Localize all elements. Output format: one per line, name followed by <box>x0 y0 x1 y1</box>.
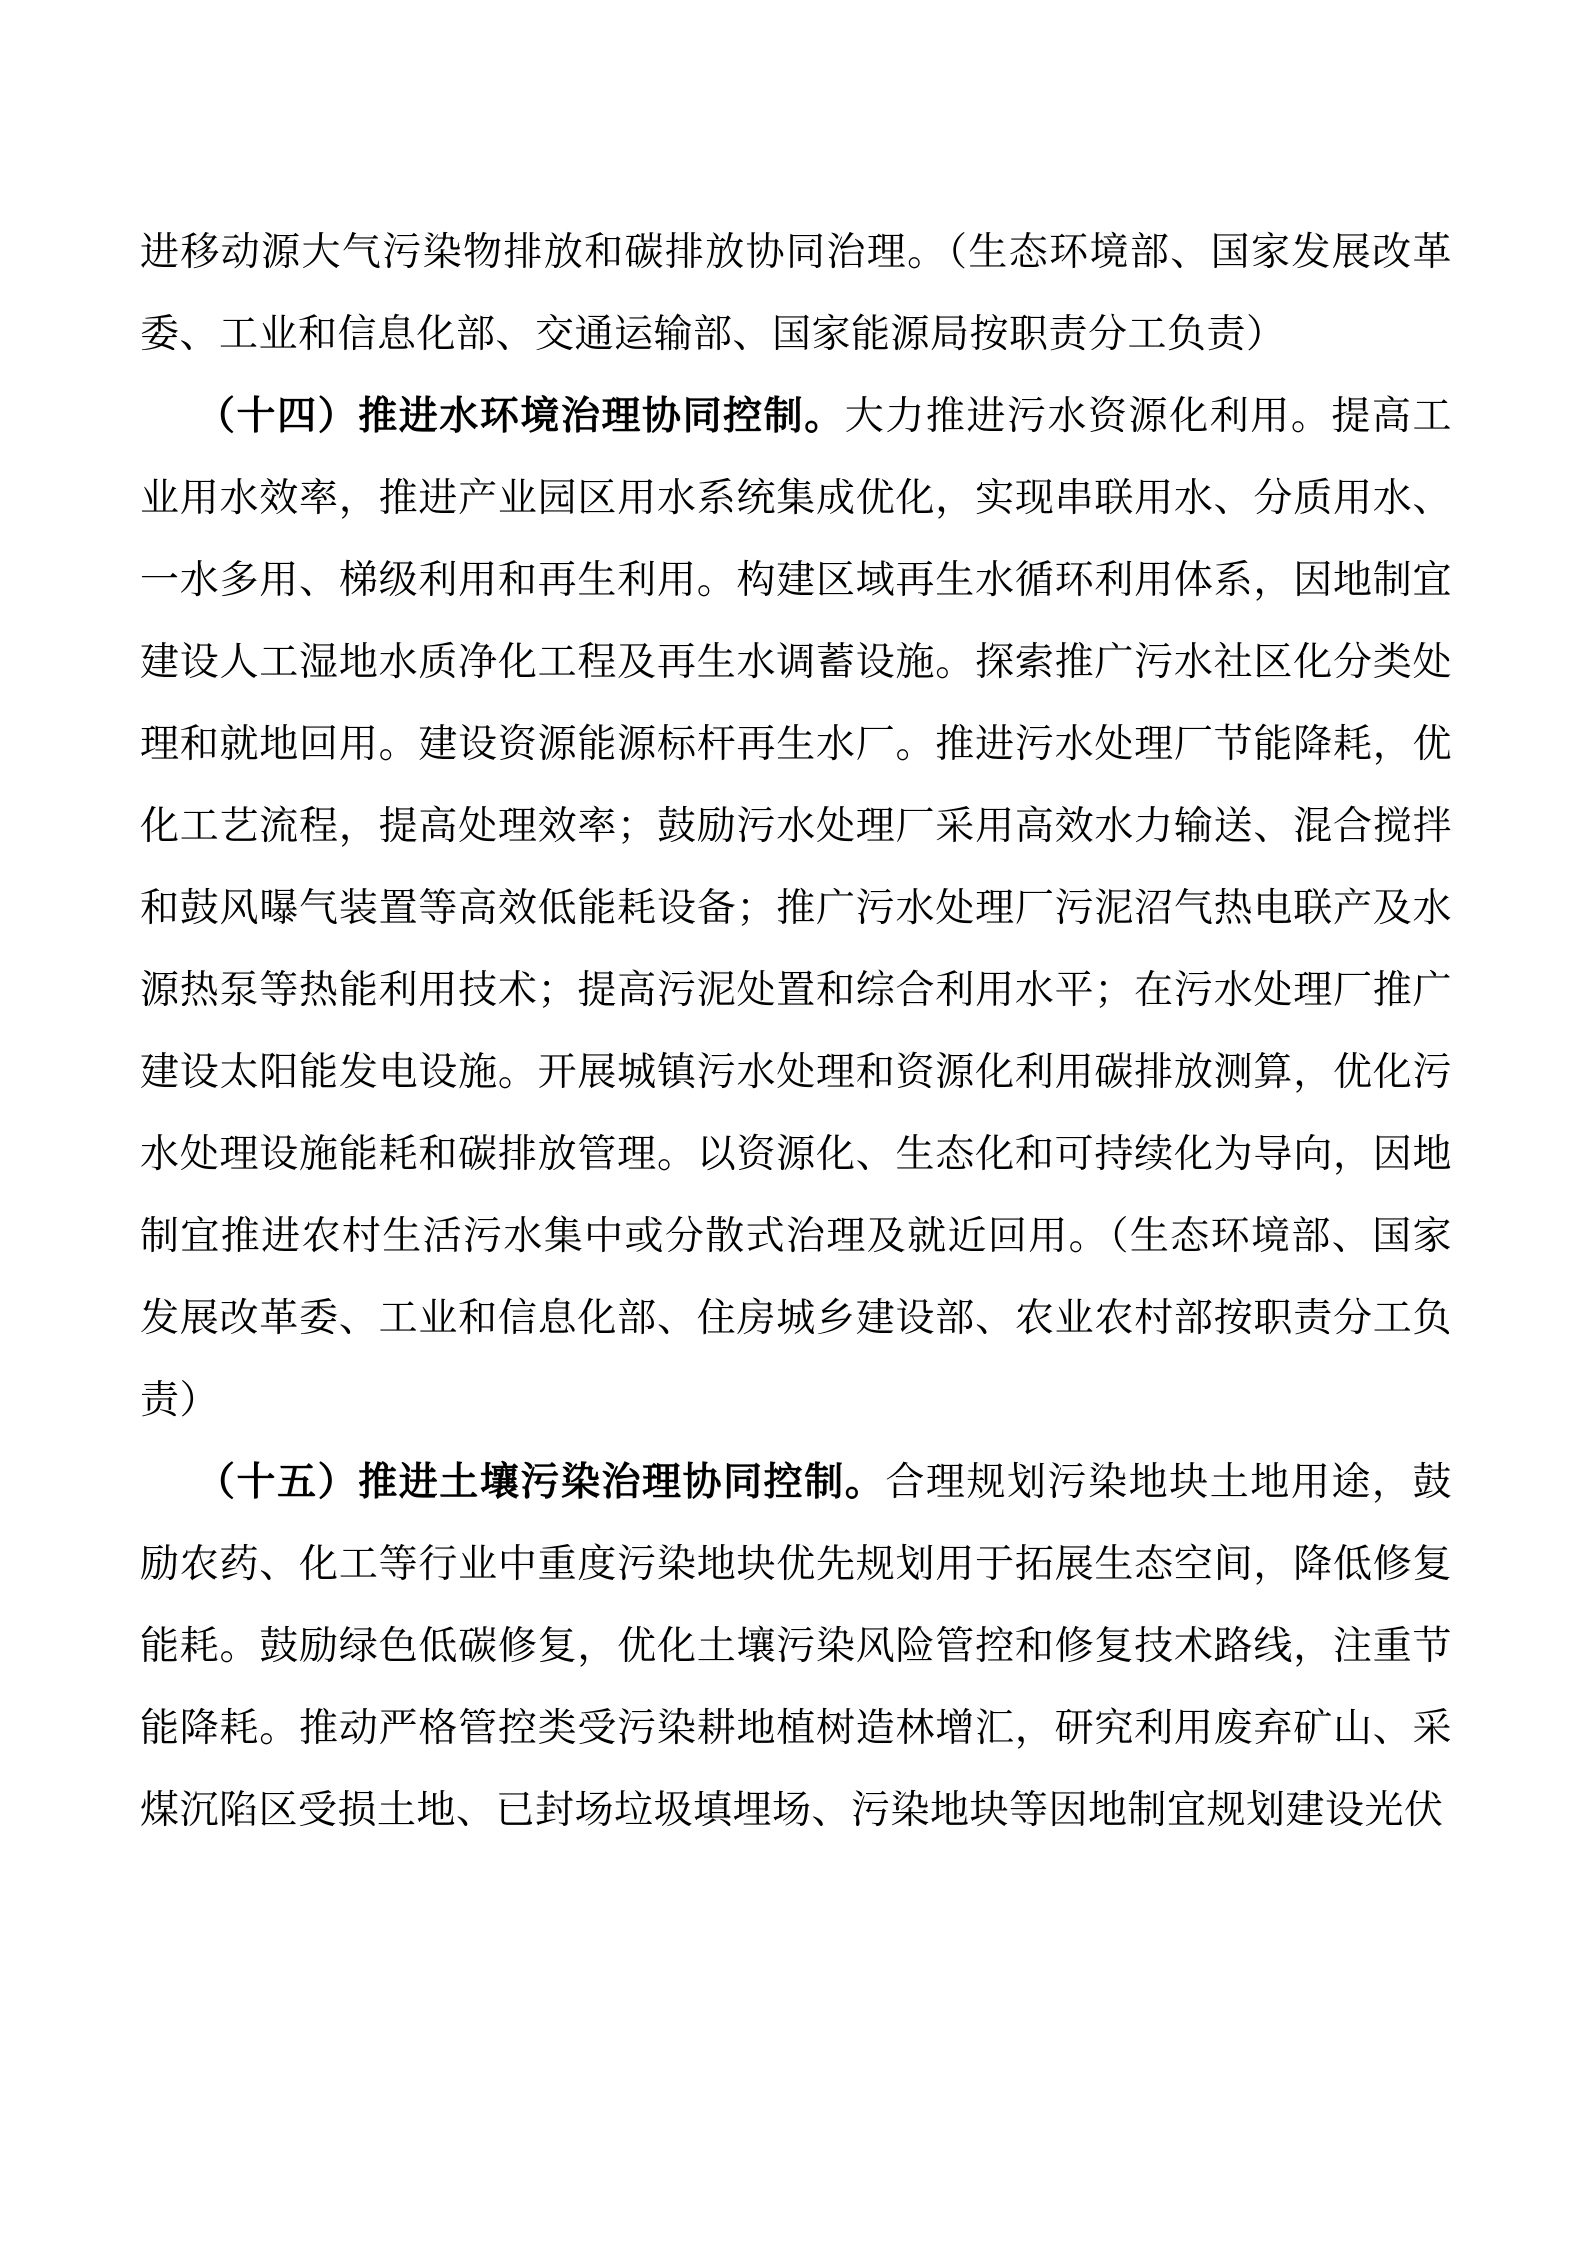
paragraph-continuation <box>140 212 1452 376</box>
paragraph-item-14-text: 大力推进污水资源化利用。提高工业用水效率，推进产业园区用水系统集成优化，实现串联用水、分质用水、一水多用、梯级利用和再生利用。构建区域再生水循环利用体系，因地制宜建设人工湿地水质净化工程及再生水调蓄设施。探索推广污水社区化分类处理和就地回用。建设资源能源标杆再生水厂。推进污水处理厂节能降耗，优化工艺流程，提高处理效率；鼓励污水处理厂采用高效水力输送、混合搅拌和鼓风曝气装置等高效低能耗设备；推广污水处理厂污泥沼气热电联产及水源热泵等热能利用技术；提高污泥处置和综合利用水平；在污水处理厂推广建设太阳能发电设施。开展城镇污水处理和资源化利用碳排放测算，优化污水处理设施能耗和碳排放管理。以资源化、生态化和可持续化为导向，因地制宜推进农村生活污水集中或分散式治理及就近回用。（生态环境部、国家发展改革委、工业和信息化部、住房城乡建设部、农业农村部按职责分工负责） <box>140 395 1452 1422</box>
paragraph-continuation-text: 进移动源大气污染物排放和碳排放协同治理。（生态环境部、国家发展改革委、工业和信息化部、交通运输部、国家能源局按职责分工负责） <box>140 231 1452 356</box>
paragraph-item-14-heading: （十四）推进水环境治理协同控制。 <box>196 395 845 438</box>
paragraph-item-15 <box>140 1442 1452 1852</box>
document-body <box>140 212 1452 1852</box>
paragraph-item-15-heading: （十五）推进土壤污染治理协同控制。 <box>196 1461 886 1504</box>
paragraph-item-15-text: 合理规划污染地块土地用途，鼓励农药、化工等行业中重度污染地块优先规划用于拓展生态空间，降低修复能耗。鼓励绿色低碳修复，优化土壤污染风险管控和修复技术路线，注重节能降耗。推动严格管控类受污染耕地植树造林增汇，研究利用废弃矿山、采煤沉陷区受损土地、已封场垃圾填埋场、污染地块等因地制宜规划建设光伏 <box>140 1461 1452 1832</box>
paragraph-item-14 <box>140 376 1452 1442</box>
